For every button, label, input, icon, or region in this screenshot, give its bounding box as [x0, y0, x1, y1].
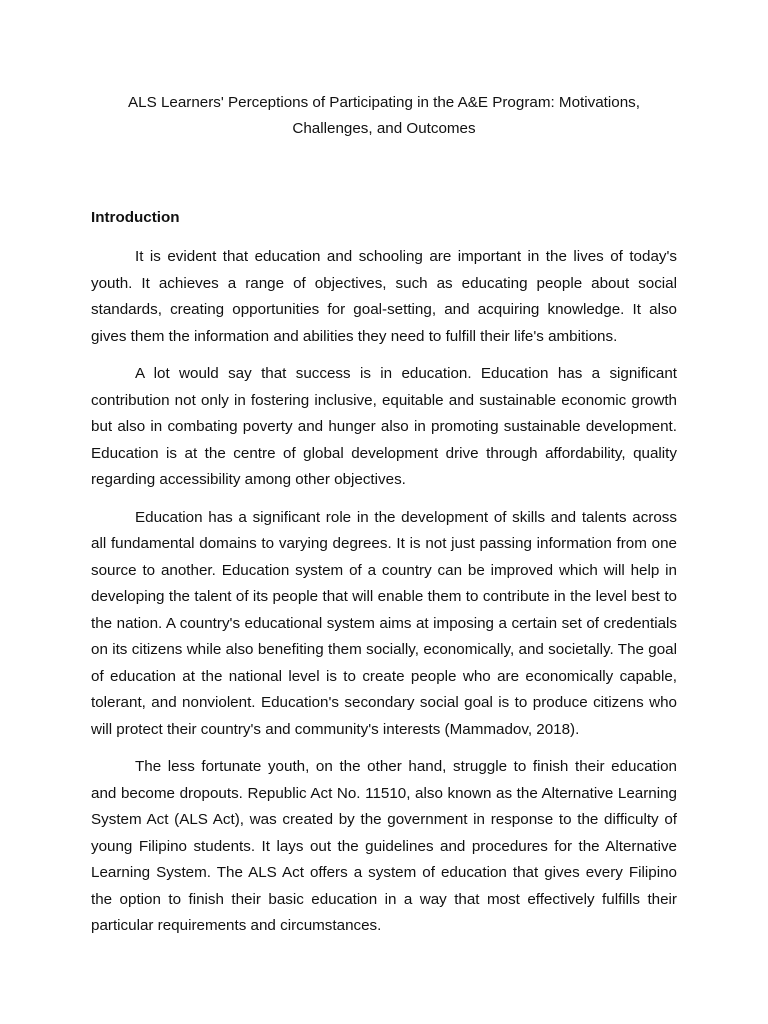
paragraph-1: It is evident that education and schooling are important in the lives of today's youth. It achieves a range of objectives, such as educating people about social standards, creating opportunities for goal-setting, and acquiring knowledge. It also gives them the information and abilities they need to fulfill their life's ambitions. [91, 248, 677, 345]
paragraph-2: A lot would say that success is in education. Education has a significant contribution not only in fostering inclusive, equitable and sustainable economic growth but also in combating poverty and hunger also in promoting sustainable development. Education is at the centre of global development drive through affordability, quality regarding accessibility among other objectives. [91, 365, 677, 488]
paragraph-4: The less fortunate youth, on the other hand, struggle to finish their education and become dropouts. Republic Act No. 11510, also known as the Alternative Learning System Act (ALS Act), was created by the government in response to the difficulty of young Filipino students. It lays out the guidelines and procedures for the Alternative Learning System. The ALS Act offers a system of education that gives every Filipino the option to finish their basic education in a way that most effectively fulfills their particular requirements and circumstances. [91, 758, 677, 934]
paragraph-3: Education has a significant role in the development of skills and talents across all fundamental domains to varying degrees. It is not just passing information from one source to another. Education system of a country can be improved which will help in developing the talent of its people that will enable them to contribute in the level best to the nation. A country's educational system aims at imposing a certain set of credentials on its citizens while also benefiting them socially, economically, and societally. The goal of education at the national level is to create people who are economically capable, tolerant, and nonviolent. Education's secondary social goal is to produce citizens who will protect their country's and community's interests (Mammadov, 2018). [91, 508, 677, 738]
section-heading: Introduction [91, 209, 180, 226]
document-title: ALS Learners' Perceptions of Participating in the A&E Program: Motivations, Challenges, and Outcomes [128, 94, 640, 137]
